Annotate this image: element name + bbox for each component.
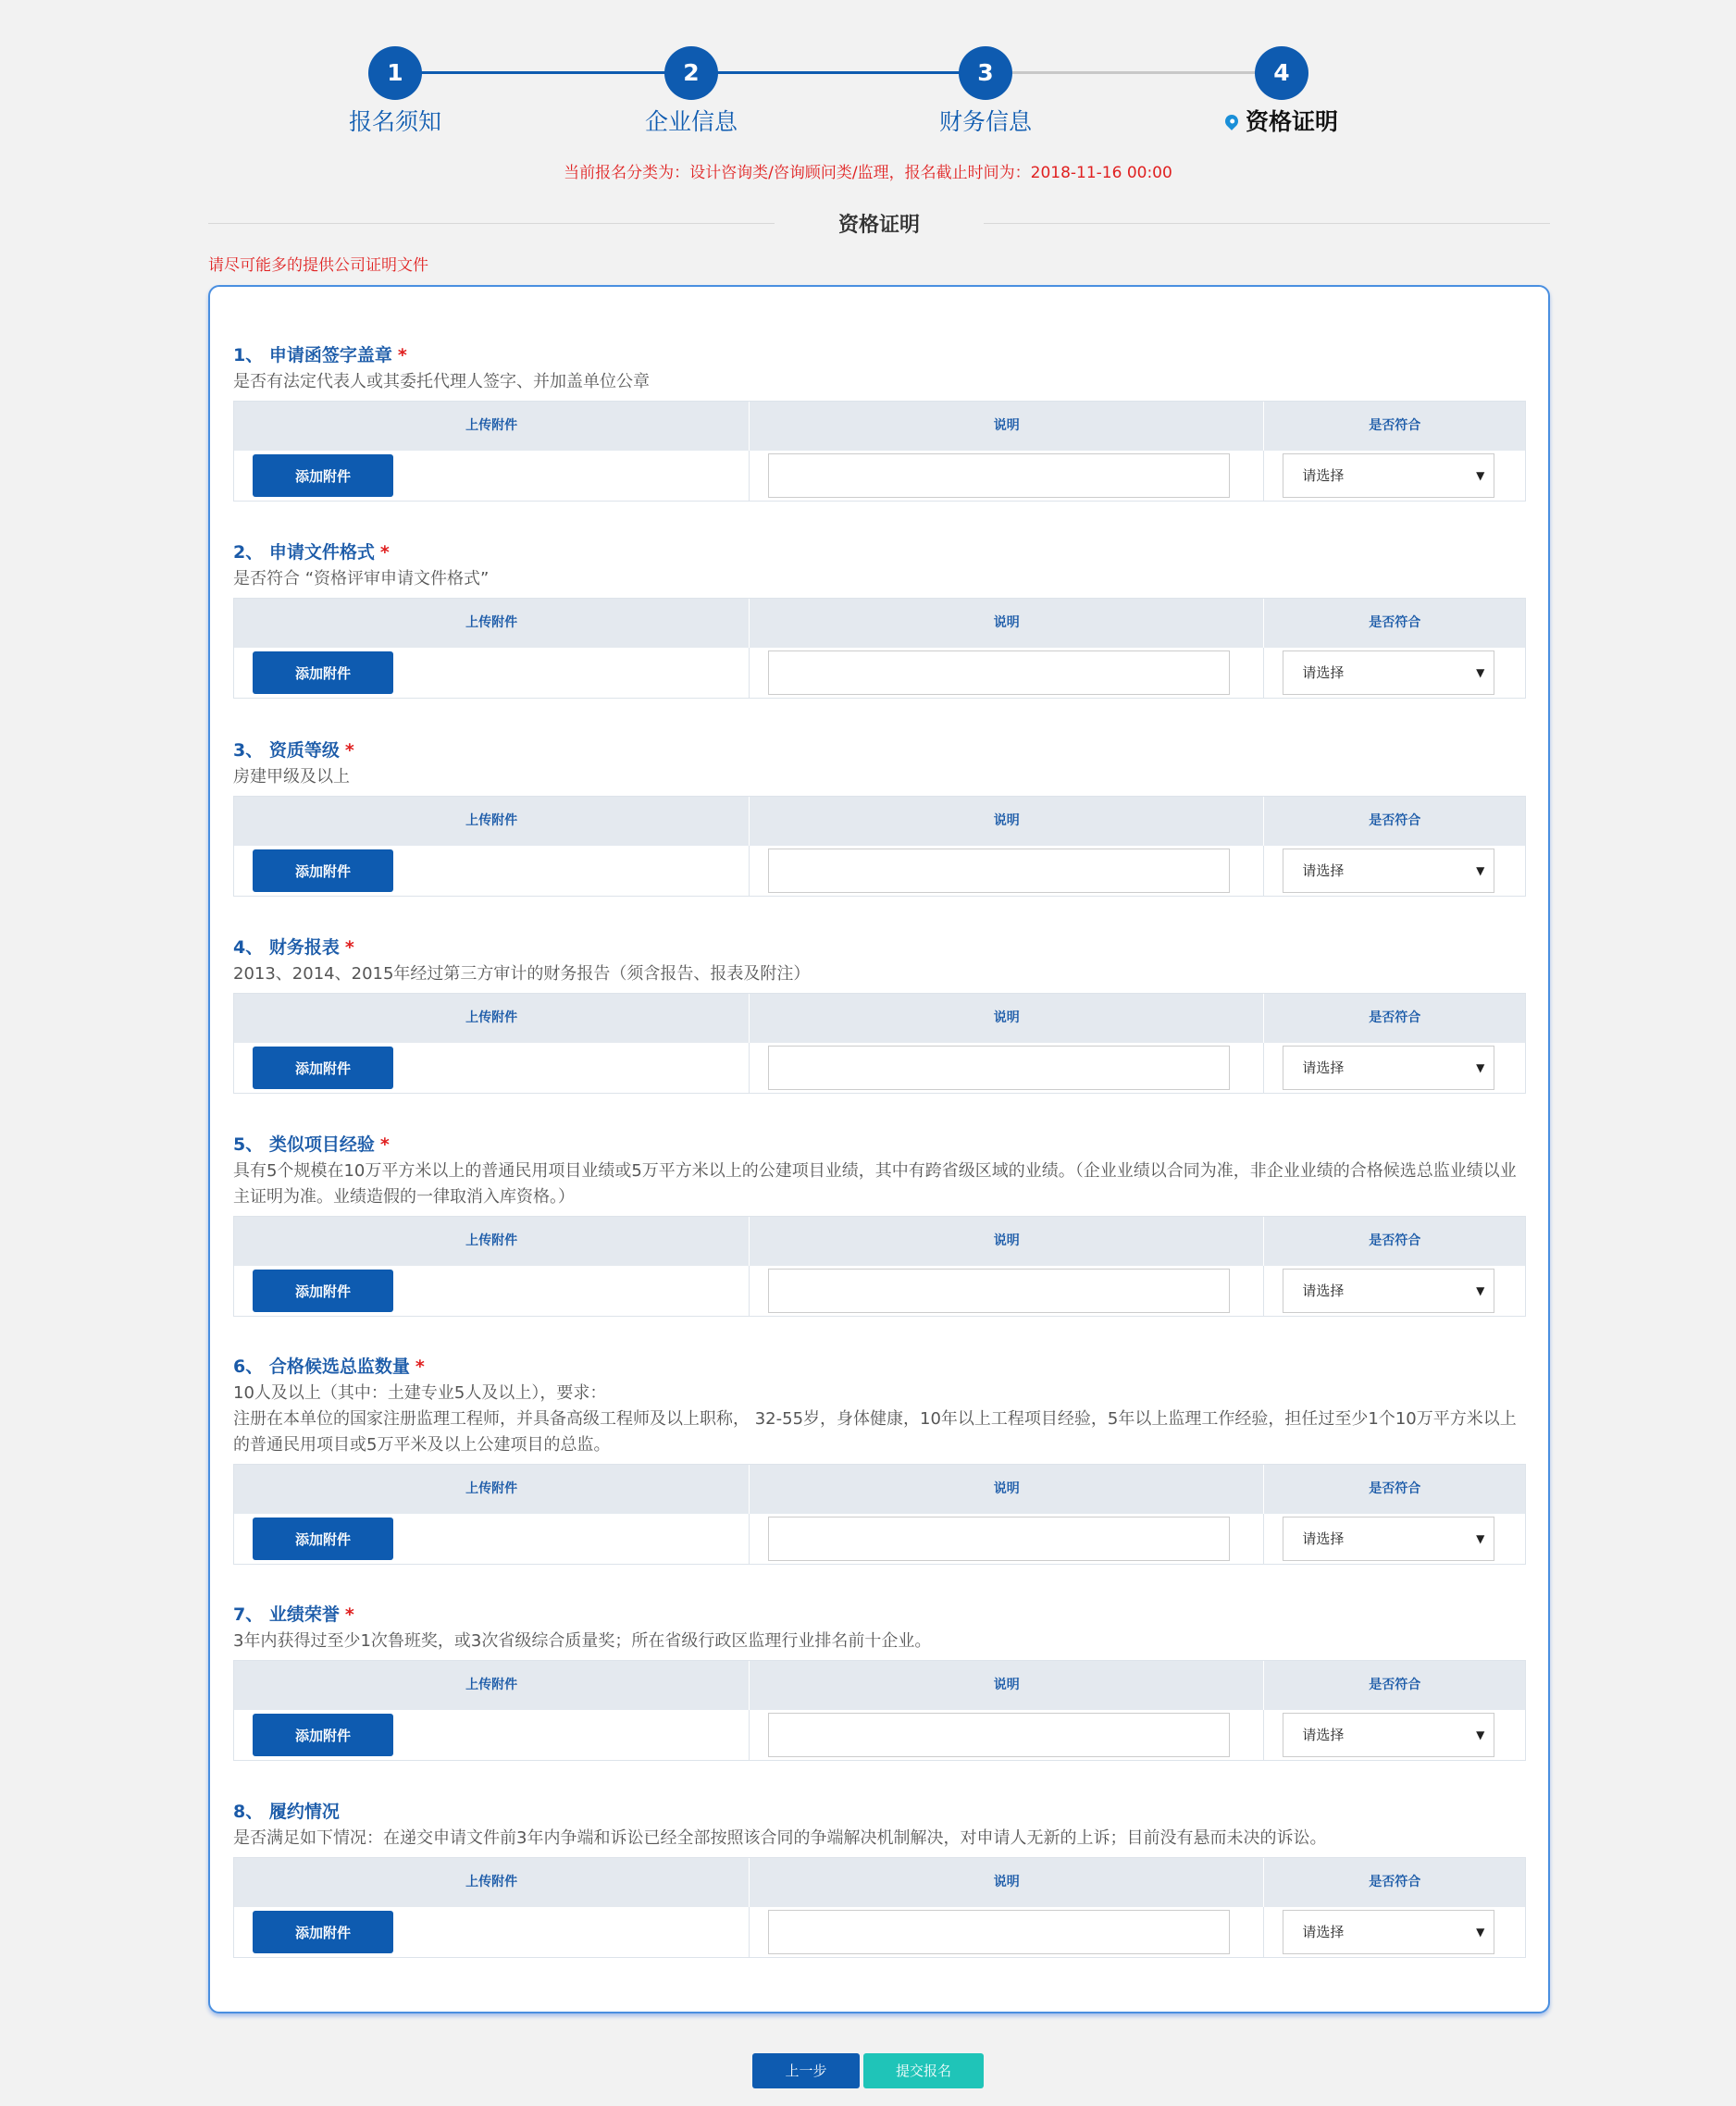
qualification-item bbox=[233, 539, 1527, 699]
column-header-match: 是否符合 bbox=[1369, 615, 1421, 630]
upload-cell bbox=[234, 846, 750, 896]
upload-cell bbox=[234, 1514, 750, 1564]
upload-table bbox=[233, 598, 1526, 699]
desc-cell bbox=[750, 1710, 1264, 1760]
upload-table bbox=[233, 401, 1526, 502]
select-value: 请选择 bbox=[1302, 1282, 1345, 1299]
upload-table bbox=[233, 1660, 1526, 1761]
required-marker: * bbox=[379, 542, 390, 563]
add-attachment-button[interactable]: 添加附件 bbox=[253, 1518, 393, 1560]
upload-cell bbox=[234, 451, 750, 501]
table-row bbox=[234, 451, 1525, 501]
match-cell bbox=[1264, 1907, 1525, 1957]
dropdown-arrow-icon: ▼ bbox=[1476, 1926, 1485, 1939]
item-title-text: 4、 财务报表 bbox=[233, 937, 340, 958]
desc-cell bbox=[750, 1043, 1264, 1093]
upload-cell bbox=[234, 648, 750, 698]
required-marker: * bbox=[344, 1604, 354, 1625]
select-value: 请选择 bbox=[1302, 1727, 1345, 1743]
column-header-match: 是否符合 bbox=[1369, 1233, 1421, 1248]
table-header-row bbox=[234, 994, 1525, 1043]
match-select[interactable] bbox=[1283, 1910, 1494, 1954]
description-input[interactable] bbox=[768, 1269, 1230, 1313]
column-header-upload: 上传附件 bbox=[234, 1217, 750, 1266]
step-label: 财务信息 bbox=[938, 108, 1032, 135]
item-title bbox=[233, 934, 1527, 961]
add-attachment-button[interactable]: 添加附件 bbox=[253, 849, 393, 892]
column-header-upload: 上传附件 bbox=[234, 1858, 750, 1907]
item-description: 是否有法定代表人或其委托代理人签字、并加盖单位公章 bbox=[233, 372, 650, 391]
item-title bbox=[233, 341, 1527, 369]
add-attachment-button[interactable]: 添加附件 bbox=[253, 454, 393, 497]
column-header-desc: 说明 bbox=[750, 1217, 1264, 1266]
column-header-desc: 说明 bbox=[750, 402, 1264, 451]
step-1[interactable] bbox=[303, 46, 488, 137]
upload-table bbox=[233, 796, 1526, 897]
column-header-match: 是否符合 bbox=[1369, 1010, 1421, 1025]
section-header bbox=[208, 205, 1550, 242]
table-header-row bbox=[234, 1858, 1525, 1907]
table-row bbox=[234, 846, 1525, 896]
select-value: 请选择 bbox=[1302, 862, 1345, 879]
match-cell bbox=[1264, 1710, 1525, 1760]
add-attachment-button[interactable]: 添加附件 bbox=[253, 1714, 393, 1756]
column-header-upload: 上传附件 bbox=[234, 994, 750, 1043]
step-label: 企业信息 bbox=[644, 108, 738, 135]
match-cell bbox=[1264, 451, 1525, 501]
desc-cell bbox=[750, 1907, 1264, 1957]
section-title: 资格证明 bbox=[837, 214, 920, 237]
desc-cell bbox=[750, 1514, 1264, 1564]
description-input[interactable] bbox=[768, 1910, 1230, 1954]
upload-cell bbox=[234, 1266, 750, 1316]
upload-table bbox=[233, 993, 1526, 1094]
desc-cell bbox=[750, 451, 1264, 501]
description-input[interactable] bbox=[768, 1046, 1230, 1090]
column-header-match: 是否符合 bbox=[1369, 1678, 1421, 1692]
dropdown-arrow-icon: ▼ bbox=[1476, 864, 1485, 877]
submit-registration-button[interactable]: 提交报名 bbox=[863, 2053, 984, 2088]
add-attachment-button[interactable]: 添加附件 bbox=[253, 1270, 393, 1312]
match-cell bbox=[1264, 846, 1525, 896]
prev-step-button[interactable]: 上一步 bbox=[752, 2053, 860, 2088]
item-title bbox=[233, 1353, 1527, 1381]
required-marker: * bbox=[397, 345, 407, 365]
description-input[interactable] bbox=[768, 1517, 1230, 1561]
item-description: 是否符合 “资格评审申请文件格式” bbox=[233, 569, 490, 588]
dropdown-arrow-icon: ▼ bbox=[1476, 1284, 1485, 1297]
add-attachment-button[interactable]: 添加附件 bbox=[253, 651, 393, 694]
step-number: 4 bbox=[1255, 46, 1308, 100]
item-description-detail: 注册在本单位的国家注册监理工程师，并具备高级工程师及以上职称， 32-55岁，身体健康，10年以上工程项目经验，5年以上监理工作经验，担任过至少1个10万平方米以上的普通民用项目或5万平米及以上公建项目的总监。 bbox=[233, 1409, 1517, 1455]
select-value: 请选择 bbox=[1302, 1924, 1345, 1940]
dropdown-arrow-icon: ▼ bbox=[1476, 1061, 1485, 1074]
qualification-form-card bbox=[208, 285, 1550, 2013]
qualification-item bbox=[233, 1601, 1527, 1761]
step-label-active bbox=[1189, 104, 1374, 137]
item-description: 10人及以上（其中：土建专业5人及以上），要求： bbox=[233, 1383, 607, 1403]
column-header-desc: 说明 bbox=[750, 1858, 1264, 1907]
select-value: 请选择 bbox=[1302, 467, 1345, 484]
match-select[interactable] bbox=[1283, 1713, 1494, 1757]
column-header-upload: 上传附件 bbox=[234, 1661, 750, 1710]
item-title-text: 2、 申请文件格式 bbox=[233, 542, 375, 563]
item-title-text: 8、 履约情况 bbox=[233, 1802, 340, 1822]
item-title-text: 1、 申请函签字盖章 bbox=[233, 345, 392, 365]
item-title bbox=[233, 1798, 1527, 1826]
table-header-row bbox=[234, 599, 1525, 648]
item-description: 3年内获得过至少1次鲁班奖，或3次省级综合质量奖；所在省级行政区监理行业排名前十企业。 bbox=[233, 1631, 932, 1651]
item-title-text: 6、 合格候选总监数量 bbox=[233, 1357, 410, 1377]
match-select[interactable] bbox=[1283, 1046, 1494, 1090]
step-label-text: 资格证明 bbox=[1245, 108, 1338, 135]
item-title bbox=[233, 539, 1527, 566]
item-description: 是否满足如下情况：在递交申请文件前3年内争端和诉讼已经全部按照该合同的争端解决机制解决，对申请人无新的上诉；目前没有悬而未决的诉讼。 bbox=[233, 1828, 1327, 1848]
upload-table bbox=[233, 1857, 1526, 1958]
qualification-item bbox=[233, 341, 1527, 502]
item-description: 具有5个规模在10万平方米以上的普通民用项目业绩或5万平方米以上的公建项目业绩，其中有跨省级区域的业绩。（企业业绩以合同为准，非企业业绩的合格候选总监业绩以业主证明为准。业绩造假的一律取消入库资格。） bbox=[233, 1161, 1517, 1207]
add-attachment-button[interactable]: 添加附件 bbox=[253, 1047, 393, 1089]
column-header-match: 是否符合 bbox=[1369, 418, 1421, 433]
required-marker: * bbox=[344, 740, 354, 761]
match-select[interactable] bbox=[1283, 650, 1494, 695]
item-title-text: 3、 资质等级 bbox=[233, 740, 340, 761]
table-row bbox=[234, 1266, 1525, 1316]
step-3[interactable] bbox=[893, 46, 1078, 137]
match-select[interactable] bbox=[1283, 849, 1494, 893]
footer-actions bbox=[0, 2053, 1736, 2088]
description-input[interactable] bbox=[768, 650, 1230, 695]
match-select[interactable] bbox=[1283, 1269, 1494, 1313]
column-header-desc: 说明 bbox=[750, 994, 1264, 1043]
required-marker: * bbox=[344, 937, 354, 958]
step-number: 1 bbox=[368, 46, 422, 100]
required-marker: * bbox=[379, 1134, 390, 1155]
column-header-upload: 上传附件 bbox=[234, 1465, 750, 1514]
required-marker: * bbox=[415, 1357, 425, 1377]
step-number: 3 bbox=[959, 46, 1012, 100]
desc-cell bbox=[750, 846, 1264, 896]
table-row bbox=[234, 1907, 1525, 1957]
match-cell bbox=[1264, 1514, 1525, 1564]
column-header-match: 是否符合 bbox=[1369, 813, 1421, 828]
table-row bbox=[234, 1043, 1525, 1093]
table-header-row bbox=[234, 402, 1525, 451]
match-cell bbox=[1264, 648, 1525, 698]
location-pin-icon bbox=[1222, 112, 1241, 130]
progress-stepper bbox=[0, 46, 1736, 139]
step-4[interactable] bbox=[1189, 46, 1374, 137]
match-select[interactable] bbox=[1283, 1517, 1494, 1561]
column-header-desc: 说明 bbox=[750, 1465, 1264, 1514]
column-header-upload: 上传附件 bbox=[234, 402, 750, 451]
add-attachment-button[interactable]: 添加附件 bbox=[253, 1911, 393, 1953]
column-header-desc: 说明 bbox=[750, 797, 1264, 846]
registration-notice: 当前报名分类为：设计咨询类/咨询顾问类/监理，报名截止时间为：2018-11-16 00:00 bbox=[564, 164, 1172, 182]
item-description: 房建甲级及以上 bbox=[233, 767, 350, 787]
table-header-row bbox=[234, 1661, 1525, 1710]
hint-text: 请尽可能多的提供公司证明文件 bbox=[208, 256, 428, 275]
select-value: 请选择 bbox=[1302, 1530, 1345, 1547]
dropdown-arrow-icon: ▼ bbox=[1476, 666, 1485, 679]
item-title bbox=[233, 1131, 1527, 1158]
description-input[interactable] bbox=[768, 849, 1230, 893]
upload-table bbox=[233, 1216, 1526, 1317]
match-select[interactable] bbox=[1283, 453, 1494, 498]
desc-cell bbox=[750, 648, 1264, 698]
item-description: 2013、2014、2015年经过第三方审计的财务报告（须含报告、报表及附注） bbox=[233, 964, 811, 984]
select-value: 请选择 bbox=[1302, 664, 1345, 681]
column-header-upload: 上传附件 bbox=[234, 797, 750, 846]
upload-cell bbox=[234, 1907, 750, 1957]
desc-cell bbox=[750, 1266, 1264, 1316]
qualification-item bbox=[233, 1131, 1527, 1317]
upload-cell bbox=[234, 1710, 750, 1760]
description-input[interactable] bbox=[768, 1713, 1230, 1757]
column-header-desc: 说明 bbox=[750, 1661, 1264, 1710]
step-label: 报名须知 bbox=[348, 108, 441, 135]
column-header-upload: 上传附件 bbox=[234, 599, 750, 648]
column-header-match: 是否符合 bbox=[1369, 1875, 1421, 1889]
dropdown-arrow-icon: ▼ bbox=[1476, 1532, 1485, 1545]
table-header-row bbox=[234, 1465, 1525, 1514]
upload-table bbox=[233, 1464, 1526, 1565]
table-row bbox=[234, 1710, 1525, 1760]
dropdown-arrow-icon: ▼ bbox=[1476, 469, 1485, 482]
step-number: 2 bbox=[664, 46, 718, 100]
qualification-item bbox=[233, 1353, 1527, 1565]
dropdown-arrow-icon: ▼ bbox=[1476, 1728, 1485, 1741]
item-title-text: 5、 类似项目经验 bbox=[233, 1134, 375, 1155]
qualification-item bbox=[233, 737, 1527, 897]
table-header-row bbox=[234, 1217, 1525, 1266]
table-row bbox=[234, 648, 1525, 698]
item-title bbox=[233, 737, 1527, 764]
item-title-text: 7、 业绩荣誉 bbox=[233, 1604, 340, 1625]
step-2[interactable] bbox=[599, 46, 784, 137]
match-cell bbox=[1264, 1043, 1525, 1093]
item-title bbox=[233, 1601, 1527, 1629]
qualification-item bbox=[233, 934, 1527, 1094]
column-header-match: 是否符合 bbox=[1369, 1481, 1421, 1496]
qualification-item bbox=[233, 1798, 1527, 1958]
table-header-row bbox=[234, 797, 1525, 846]
table-row bbox=[234, 1514, 1525, 1564]
description-input[interactable] bbox=[768, 453, 1230, 498]
column-header-desc: 说明 bbox=[750, 599, 1264, 648]
select-value: 请选择 bbox=[1302, 1059, 1345, 1076]
match-cell bbox=[1264, 1266, 1525, 1316]
upload-cell bbox=[234, 1043, 750, 1093]
